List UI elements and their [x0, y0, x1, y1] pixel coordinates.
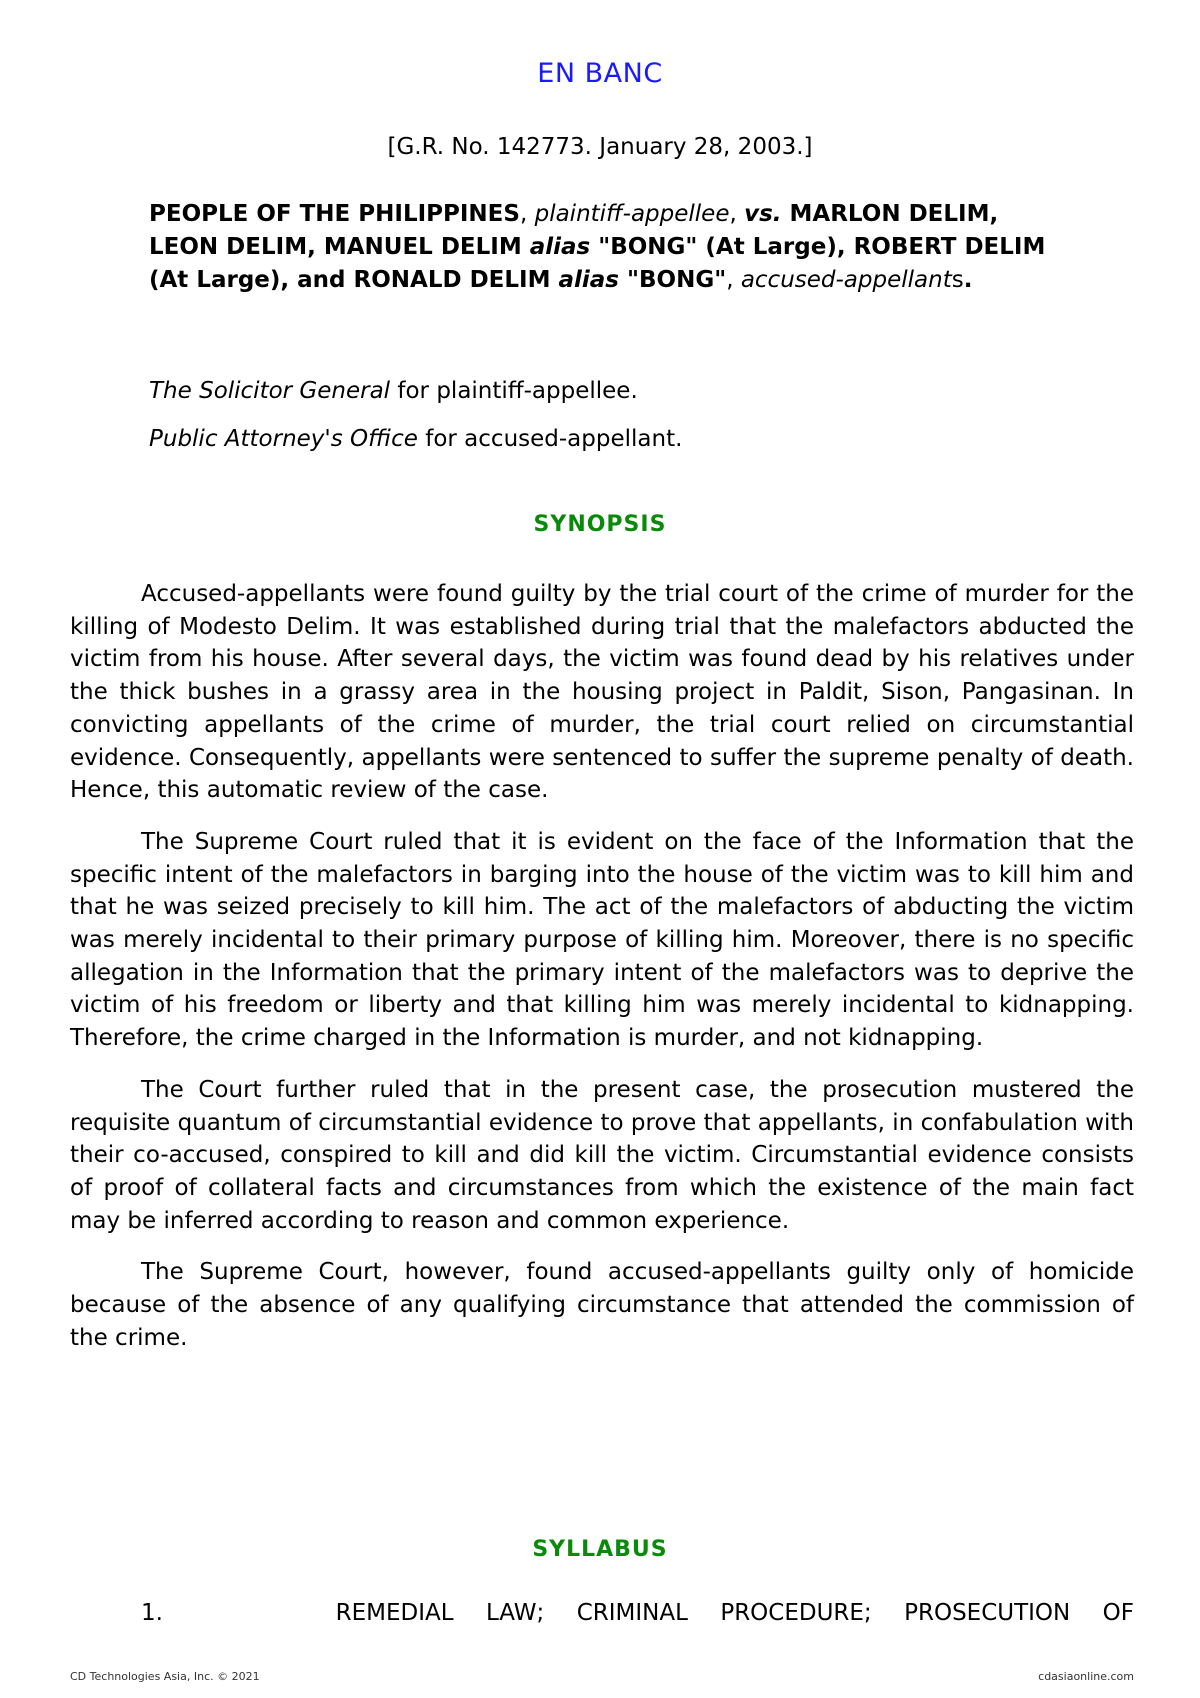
separator: , — [729, 201, 745, 227]
counsel-accused — [149, 426, 1054, 452]
counsel-text: for plaintiff-appellee. — [390, 378, 638, 404]
alias-2: alias — [558, 267, 619, 293]
footer-copyright: CD Technologies Asia, Inc. © 2021 — [70, 1670, 260, 1683]
counsel-office: Public Attorney's Office — [149, 426, 418, 452]
syllabus-heading: SYLLABUS — [532, 1537, 668, 1562]
party-accused-1: MARLON DELIM, LEON DELIM, MANUEL DELIM — [149, 201, 999, 260]
separator: , — [519, 201, 535, 227]
party-accused-2: "BONG" (At Large), ROBERT DELIM (At Large), and RONALD DELIM — [149, 234, 1046, 293]
counsel-office: The Solicitor General — [149, 378, 391, 404]
plaintiff-role: plaintiff-appellee — [534, 201, 730, 227]
synopsis-paragraph: The Supreme Court, however, found accused-appellants guilty only of homicide because of the absence of any qualifying circumstance that attended the commission of the crime. — [70, 1259, 1134, 1351]
period: . — [963, 267, 973, 293]
synopsis-body — [70, 578, 1134, 1373]
case-parties — [149, 198, 1054, 297]
separator: , — [726, 267, 741, 293]
synopsis-paragraph: The Court further ruled that in the present case, the prosecution mustered the requisite quantum of circumstantial evidence to prove that appellants, in confabulation with their co-accused, conspired to kill and did kill the victim. Circumstantial evidence consists of proof of collateral facts and circumstances from which the existence of the main fact may be inferred according to reason and common experience. — [70, 1076, 1134, 1234]
versus: vs. — [744, 201, 782, 227]
counsel-text: for accused-appellant. — [417, 426, 683, 452]
synopsis-paragraph: Accused-appellants were found guilty by the trial court of the crime of murder for the killing of Modesto Delim. It was established during trial that the malefactors abducted the victim from his house. After several days, the victim was found dead by his relatives under the thick bushes in a grassy area in the housing project in Paldit, Sison, Pangasinan. In convicting appellants of the crime of murder, the trial court relied on circumstantial evidence. Consequently, appellants were sentenced to suffer the supreme penalty of death. Hence, this automatic review of the case. — [70, 581, 1134, 804]
case-number: [G.R. No. 142773. January 28, 2003.] — [387, 134, 813, 160]
syllabus-item-text: REMEDIAL LAW; CRIMINAL PROCEDURE; PROSECUTION OF — [335, 1600, 1134, 1626]
accused-role-suffix: s — [951, 267, 964, 293]
counsel-plaintiff — [149, 378, 1054, 404]
accused-role: accused-appellant — [740, 267, 952, 293]
court-division: EN BANC — [537, 58, 663, 89]
alias-1: alias — [529, 234, 591, 260]
synopsis-paragraph: The Supreme Court ruled that it is evident on the face of the Information that the specific intent of the malefactors in barging into the house of the victim was to kill him and that he was seized precisely to kill him. The act of the malefactors of abducting the victim was merely incidental to their primary purpose of killing him. Moreover, there is no specific allegation in the Information that the primary intent of the malefactors was to deprive the victim of his freedom or liberty and that killing him was merely incidental to kidnapping. Therefore, the crime charged in the Information is murder, and not kidnapping. — [70, 828, 1134, 1052]
syllabus-item-number: 1. — [141, 1600, 163, 1626]
party-plaintiff: PEOPLE OF THE PHILIPPINES — [149, 201, 520, 227]
party-accused-3: "BONG" — [619, 267, 727, 293]
footer-website: cdasiaonline.com — [1038, 1670, 1134, 1683]
syllabus-item — [70, 1600, 1134, 1626]
synopsis-heading: SYNOPSIS — [533, 512, 667, 537]
